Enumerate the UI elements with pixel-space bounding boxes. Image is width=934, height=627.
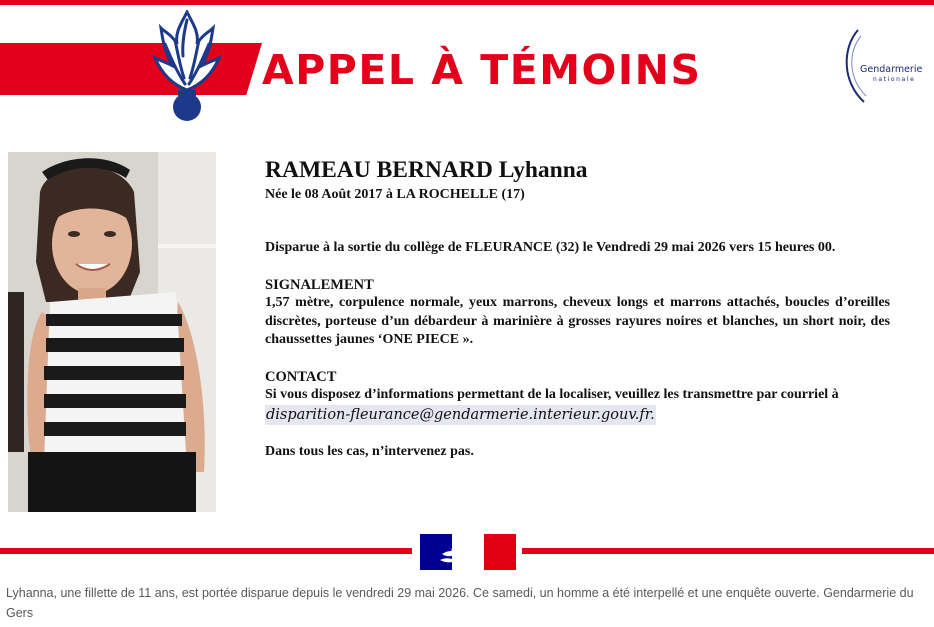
photo-caption: Lyhanna, une fillette de 11 ans, est portée disparue depuis le vendredi 29 mai 2026. Ce samedi, un homme a été interpellé et une enquête ouverte. Gendarmerie du Gers: [6, 586, 914, 620]
marianne-republic-logo: [420, 534, 516, 570]
contact-email-link[interactable]: disparition-fleurance@gendarmerie.interieur.gouv.fr.: [266, 406, 655, 423]
notice-body: [265, 155, 890, 461]
missing-person-photo: [8, 152, 216, 512]
bottom-red-line-left: [0, 548, 412, 554]
signalement-heading: SIGNALEMENT: [265, 276, 374, 293]
person-name: RAMEAU BERNARD Lyhanna: [265, 157, 588, 183]
gendarmerie-logo-subtext: nationale: [873, 76, 916, 83]
bottom-red-line-right: [522, 548, 934, 554]
gendarmerie-grenade-icon: [151, 10, 223, 122]
contact-text: Si vous disposez d’informations permettant de la localiser, veuillez les transmettre par courriel à: [265, 387, 839, 402]
top-red-line: [0, 0, 934, 5]
disappearance-text: Disparue à la sortie du collège de FLEURANCE (32) le Vendredi 29 mai 2026 vers 15 heures 00.: [265, 240, 836, 255]
contact-heading: CONTACT: [265, 368, 337, 385]
gendarmerie-logo-text: Gendarmerie: [860, 64, 923, 75]
signalement-text: 1,57 mètre, corpulence normale, yeux marrons, cheveux longs et marrons attachés, boucles d’oreilles discrètes, porteuse d’un débardeur à marinière à grosses rayures noires et blanches, un short noir, des chaussettes jaunes ‘ONE PIECE ».: [265, 295, 890, 347]
warning-text: Dans tous les cas, n’intervenez pas.: [265, 443, 474, 459]
birth-info: Née le 08 Août 2017 à LA ROCHELLE (17): [265, 187, 525, 202]
banner-title: APPEL À TÉMOINS: [262, 46, 702, 94]
